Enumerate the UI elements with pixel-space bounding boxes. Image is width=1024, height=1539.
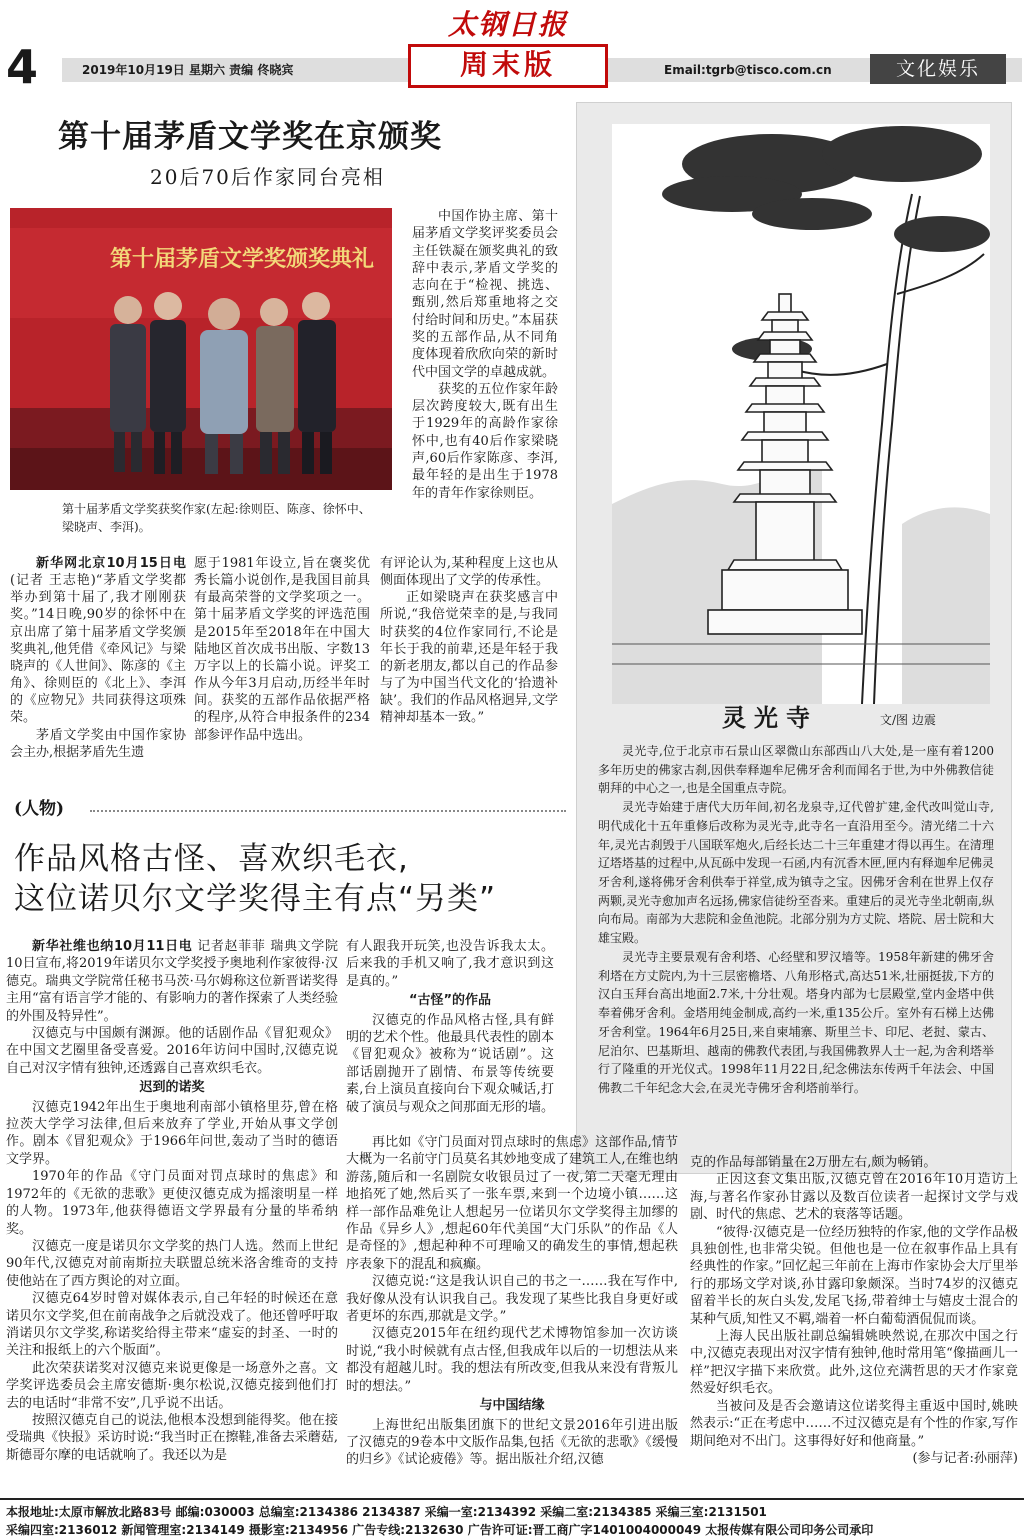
column-label: (人物) (14, 799, 65, 819)
paragraph: “茅盾文学奖都举办到第十届了,我才刚刚获奖。”14日晚,90岁的徐怀中在京出席了第十届茅盾文学奖颁奖典礼,他凭借《牵风记》与梁晓声的《人世间》、陈彦的《主角》、徐则臣的《北上》、李洱的《应物兄》共同获得这项殊荣。 (10, 573, 186, 726)
paragraph: 汉德克2015年在纽约现代艺术博物馆参加一次访谈时说,“我小时候就有点古怪,但我成年以后的一切想法从来都没有超越儿时。我的想法有所改变,但我从来没有背叛儿时的想法。” (346, 1326, 678, 1394)
paragraph: 1970年的作品《守门员面对罚点球时的焦虑》和1972年的《无欲的悲歌》更使汉德克成为摇滚明星一样的人物。1973年,他获得德语文学界最有分量的毕希纳奖。 (6, 1169, 338, 1237)
paragraph: 汉德克说:“这是我认识自己的书之一……我在写作中,我好像从没有认识我自己。我发现了某些比我自身更好或者更坏的东西,那就是文学。” (346, 1274, 678, 1325)
paragraph: 获奖的五位作家年龄层次跨度较大,既有出生于1929年的高龄作家徐怀中,也有40后作家梁晓声,60后作家陈彦、李洱,最年轻的是出生于1978年的青年作家徐则臣。 (412, 381, 558, 501)
photo-scene (10, 208, 392, 490)
paragraph: 中国作协主席、第十届茅盾文学奖评奖委员会主任铁凝在颁奖典礼的致辞中表示,茅盾文学奖的志向在于“检视、挑选、甄别,然后郑重地将之交付给时间和历史。”本届获奖的五部作品,从不同角度体现着欣欣向荣的新时代中国文学的卓越成就。 (412, 209, 558, 380)
reference-note: (参与记者:孙丽萍) (912, 1450, 1018, 1466)
award-ceremony-photo (10, 208, 392, 490)
paragraph: 有评论认为,某种程度上这也从侧面体现出了文学的传承性。 (380, 556, 558, 589)
paragraph: 上海人民出版社副总编辑姚映然说,在那次中国之行中,汉德克表现出对汉字情有独钟,他时常用笔“像描画儿一样”把汉字描下来欣赏。此外,这位充满哲思的天才作家竟然爱好织毛衣。 (690, 1329, 1018, 1397)
dateline-lead: 新华网北京10月15日电 (36, 556, 186, 571)
reporter: 记者赵菲菲 (197, 939, 266, 954)
paragraph: 汉德克与中国颇有渊源。他的话剧作品《冒犯观众》在中国文艺圈里备受喜爱。2016年访问中国时,汉德克说自己对汉字情有独钟,还透露自己喜欢织毛衣。 (6, 1026, 338, 1076)
section-heading: “古怪”的作品 (408, 993, 492, 1009)
article1-column-2 (194, 555, 370, 744)
paragraph: 灵光寺主要景观有舍利塔、心经壁和罗汉墙等。1958年新建的佛牙舍利塔在方丈院内,为十三层密檐塔、八角形格式,高达51米,壮丽挺拔,下方的汉白玉拜台高出地面2.7米,十分壮观。塔身内部为七层殿堂,堂内金塔中供奉着佛牙舍利。金塔用纯金制成,高约一米,重135公斤。室外有石梯上达佛牙舍利堂。1964年6月25日,来自柬埔寨、斯里兰卡、印尼、老挝、蒙古、尼泊尔、巴基斯坦、越南的佛教代表团,与我国佛教界人士一起,为舍利塔举行了隆重的开光仪式。1998年11月22日,纪念佛法东传两千年法会、中国佛教二千年纪念大会,在灵光寺佛牙舍利塔前举行。 (598, 949, 994, 1095)
paragraph: 灵光寺,位于北京市石景山区翠微山东部西山八大处,是一座有着1200多年历史的佛家古刹,因供奉释迦牟尼佛牙舍利而闻名于世,为中外佛教信徒朝拜的中心之一,也是全国重点寺院。 (598, 744, 994, 796)
paragraph: “彼得·汉德克是一位经历独特的作家,他的文学作品极具独创性,也非常尖锐。但他也是一位在叙事作品上具有经典性的作家。”回忆起三年前在上海市作家协会大厅里举行的那场文学对谈,孙甘露印象颇深。当时74岁的汉德克留着半长的灰白头发,发尾飞扬,带着绅士与嬉皮士混合的某种气质,知性又不羁,端着一杯白葡萄酒侃侃而谈。 (690, 1224, 1018, 1327)
pagoda-drawing (612, 124, 990, 704)
article2-column-2-continued (346, 1134, 678, 1469)
paragraph: 愿于1981年设立,旨在褒奖优秀长篇小说创作,是我国目前具有最高荣誉的文学奖项之一。第十届茅盾文学奖的评选范围是2015年至2018年在中国大陆地区首次成书出版、字数13万字以上的长篇小说。评奖工作从今年3月启动,历经半年时间。获奖的五部作品依据严格的程序,从符合申报条件的234部参评作品中选出。 (194, 556, 370, 743)
photo-caption: 第十届茅盾文学奖获奖作家(左起:徐则臣、陈彦、徐怀中、梁晓声、李洱)。 (62, 502, 371, 534)
feature-title: 灵光寺 (722, 704, 818, 732)
footer-line-1: 本报地址:太原市解放北路83号 邮编:030003 总编室:2134386 2134387 采编一室:2134392 采编二室:2134385 采编三室:2131501 (6, 1505, 767, 1519)
page-number: 4 (6, 40, 39, 94)
paragraph: 上海世纪出版集团旗下的世纪文景2016年引进出版了汉德克的9卷本中文版作品集,包括《无欲的悲歌》《缓慢的归乡》《试论疲倦》等。据出版社介绍,汉德 (346, 1417, 678, 1468)
section-heading: 迟到的诺奖 (139, 1080, 205, 1096)
article-subheadline: 20后70后作家同台亮相 (150, 165, 385, 189)
section-heading: 与中国结缘 (479, 1398, 545, 1414)
article2-column-1 (6, 938, 338, 1464)
paragraph: 茅盾文学奖由中国作家协会主办,根据茅盾先生遗 (10, 727, 186, 760)
newspaper-logo: 太钢日报 (448, 8, 569, 41)
article2-column-3 (690, 1154, 1018, 1467)
paragraph: 汉德克64岁时曾对媒体表示,自己年轻的时候还在意诺贝尔文学奖,但在前南战争之后就没戏了。他还曾呼吁取消诺贝尔文学奖,称诺奖给得主带来“虚妄的封圣、一时的关注和报纸上的六个版面”。 (6, 1291, 338, 1359)
paragraph: 克的作品每部销量在2万册左右,颇为畅销。 (690, 1155, 937, 1170)
article1-column-3 (380, 555, 558, 727)
section-label: 文化娱乐 (870, 54, 1006, 84)
email-link[interactable]: Email:tgrb@tisco.com.cn (664, 63, 832, 77)
article1-column-1 (10, 555, 186, 761)
footer-line-2: 采编四室:2136012 新闻管理室:2134149 摄影室:2134956 广告专线:2132630 广告许可证:晋工商广字1401004000049 太报传媒有限公司印务公司承印 (6, 1523, 874, 1537)
article-headline: 第十届茅盾文学奖在京颁奖 (58, 119, 442, 155)
article2-headline-line1: 作品风格古怪、喜欢织毛衣, (14, 841, 409, 877)
dateline-lead: 新华社维也纳10月11日电 (32, 939, 193, 954)
paragraph: 灵光寺始建于唐代大历年间,初名龙泉寺,辽代曾扩建,金代改叫觉山寺,明代成化十五年重修后改称为灵光寺,此寺名一直沿用至今。清光绪二十六年,灵光古刹毁于八国联军炮火,后经长达二十三年重建才得以再生。在清理辽塔塔基的过程中,从瓦砾中发现一石函,内有沉香木匣,匣内有释迦牟尼佛灵牙舍利,遂将佛牙舍利供奉于祥堂,成为镇寺之宝。因佛牙舍利在世界上仅存两颗,灵光寺愈加声名远扬,佛家信徒纷至沓来。重建后的灵光寺坐北朝南,纵向布局。南部为大悲院和金鱼池院。北部分别为方丈院、塔院、居士院和大雄宝殿。 (598, 800, 995, 946)
paragraph: 当被问及是否会邀请这位诺奖得主重返中国时,姚映然表示:“正在考虑中……不过汉德克是有个性的作家,写作期间绝对不出门。这事得好好和他商量。” (690, 1398, 1018, 1449)
paragraph: 有人跟我开玩笑,也没告诉我太太。后来我的手机又响了,我才意识到这是真的。” (346, 939, 554, 989)
dotted-divider (90, 810, 566, 812)
edition-label: 周末版 (459, 48, 556, 81)
paragraph: 此次荣获诺奖对汉德克来说更像是一场意外之喜。文学奖评选委员会主席安德斯·奥尔松说,汉德克接到他们打去的电话时“非常不安”,几乎说不出话。 (6, 1360, 338, 1411)
paragraph: 正如梁晓声在获奖感言中所说,“我倍觉荣幸的是,与我同时获奖的4位作家同行,不论是年长于我的前辈,还是年轻于我的新老朋友,都以自己的作品参与了为中国当代文化的‘拾遗补缺’。我们的作品风格迥异,文学精神却基本一致。” (380, 590, 558, 726)
pagoda-illustration (612, 124, 990, 704)
article1-right-column (412, 208, 558, 502)
photo-banner-text: 第十届茅盾文学奖颁奖典礼 (110, 247, 375, 272)
article2-column-2 (346, 938, 554, 1116)
feature-body (598, 742, 994, 1098)
paragraph: 汉德克1942年出生于奥地利南部小镇格里芬,曾在格拉茨大学学习法律,但后来放弃了学业,开始从事文学创作。剧本《冒犯观众》于1966年问世,轰动了当时的德语文学界。 (6, 1099, 338, 1167)
paragraph: 瑞典文学院10日宣布,将2019年诺贝尔文学奖授予奥地利作家彼得·汉德克。瑞典文学院常任秘书马茨·马尔姆称这位新晋诺奖得主用“富有语言学才能的、有影响力的著作探索了人类经验的外围及特异性”。 (6, 939, 338, 1024)
dateline: 2019年10月19日 星期六 责编 佟晓宾 (82, 63, 294, 77)
paragraph: 按照汉德克自己的说法,他根本没想到能得奖。他在接受瑞典《快报》采访时说:“我当时正在擦鞋,准备去采蘑菇,斯德哥尔摩的电话就响了。我还以为是 (6, 1412, 338, 1463)
article2-headline-line2: 这位诺贝尔文学奖得主有点“另类” (14, 881, 497, 917)
reporter: (记者 王志艳) (10, 573, 96, 589)
paragraph: 汉德克的作品风格古怪,具有鲜明的艺术个性。他最具代表性的剧本《冒犯观众》被称为“说话剧”。这部话剧抛开了剧情、布景等传统要素,台上演员直接向台下观众喊话,打破了演员与观众之间那面无形的墙。 (346, 1012, 555, 1115)
footer-rule (0, 1498, 1024, 1500)
feature-byline: 文/图 边震 (880, 713, 936, 727)
paragraph: 汉德克一度是诺贝尔文学奖的热门人选。然而上世纪90年代,汉德克对前南斯拉夫联盟总统米洛舍维奇的支持使他站在了西方舆论的对立面。 (6, 1238, 338, 1289)
paragraph: 正因这套文集出版,汉德克曾在2016年10月造访上海,与著名作家孙甘露以及数百位读者一起探讨文学与戏剧、时代的焦虑、艺术的衰落等话题。 (690, 1172, 1018, 1223)
paragraph: 再比如《守门员面对罚点球时的焦虑》这部作品,情节大概为一名前守门员莫名其妙地变成了建筑工人,在维也纳游荡,随后和一名剧院女收银员过了一夜,第二天毫无理由地掐死了她,然后买了一张车票,来到一个边境小镇……这样一部作品难免让人想起另一位诺贝尔文学奖得主加缪的作品《异乡人》,想起60年代美国“大门乐队”的作品《人是奇怪的》,想起种种不可理喻又的确发生的事情,想起秩序表象下的混乱和疯癫。 (346, 1135, 678, 1272)
